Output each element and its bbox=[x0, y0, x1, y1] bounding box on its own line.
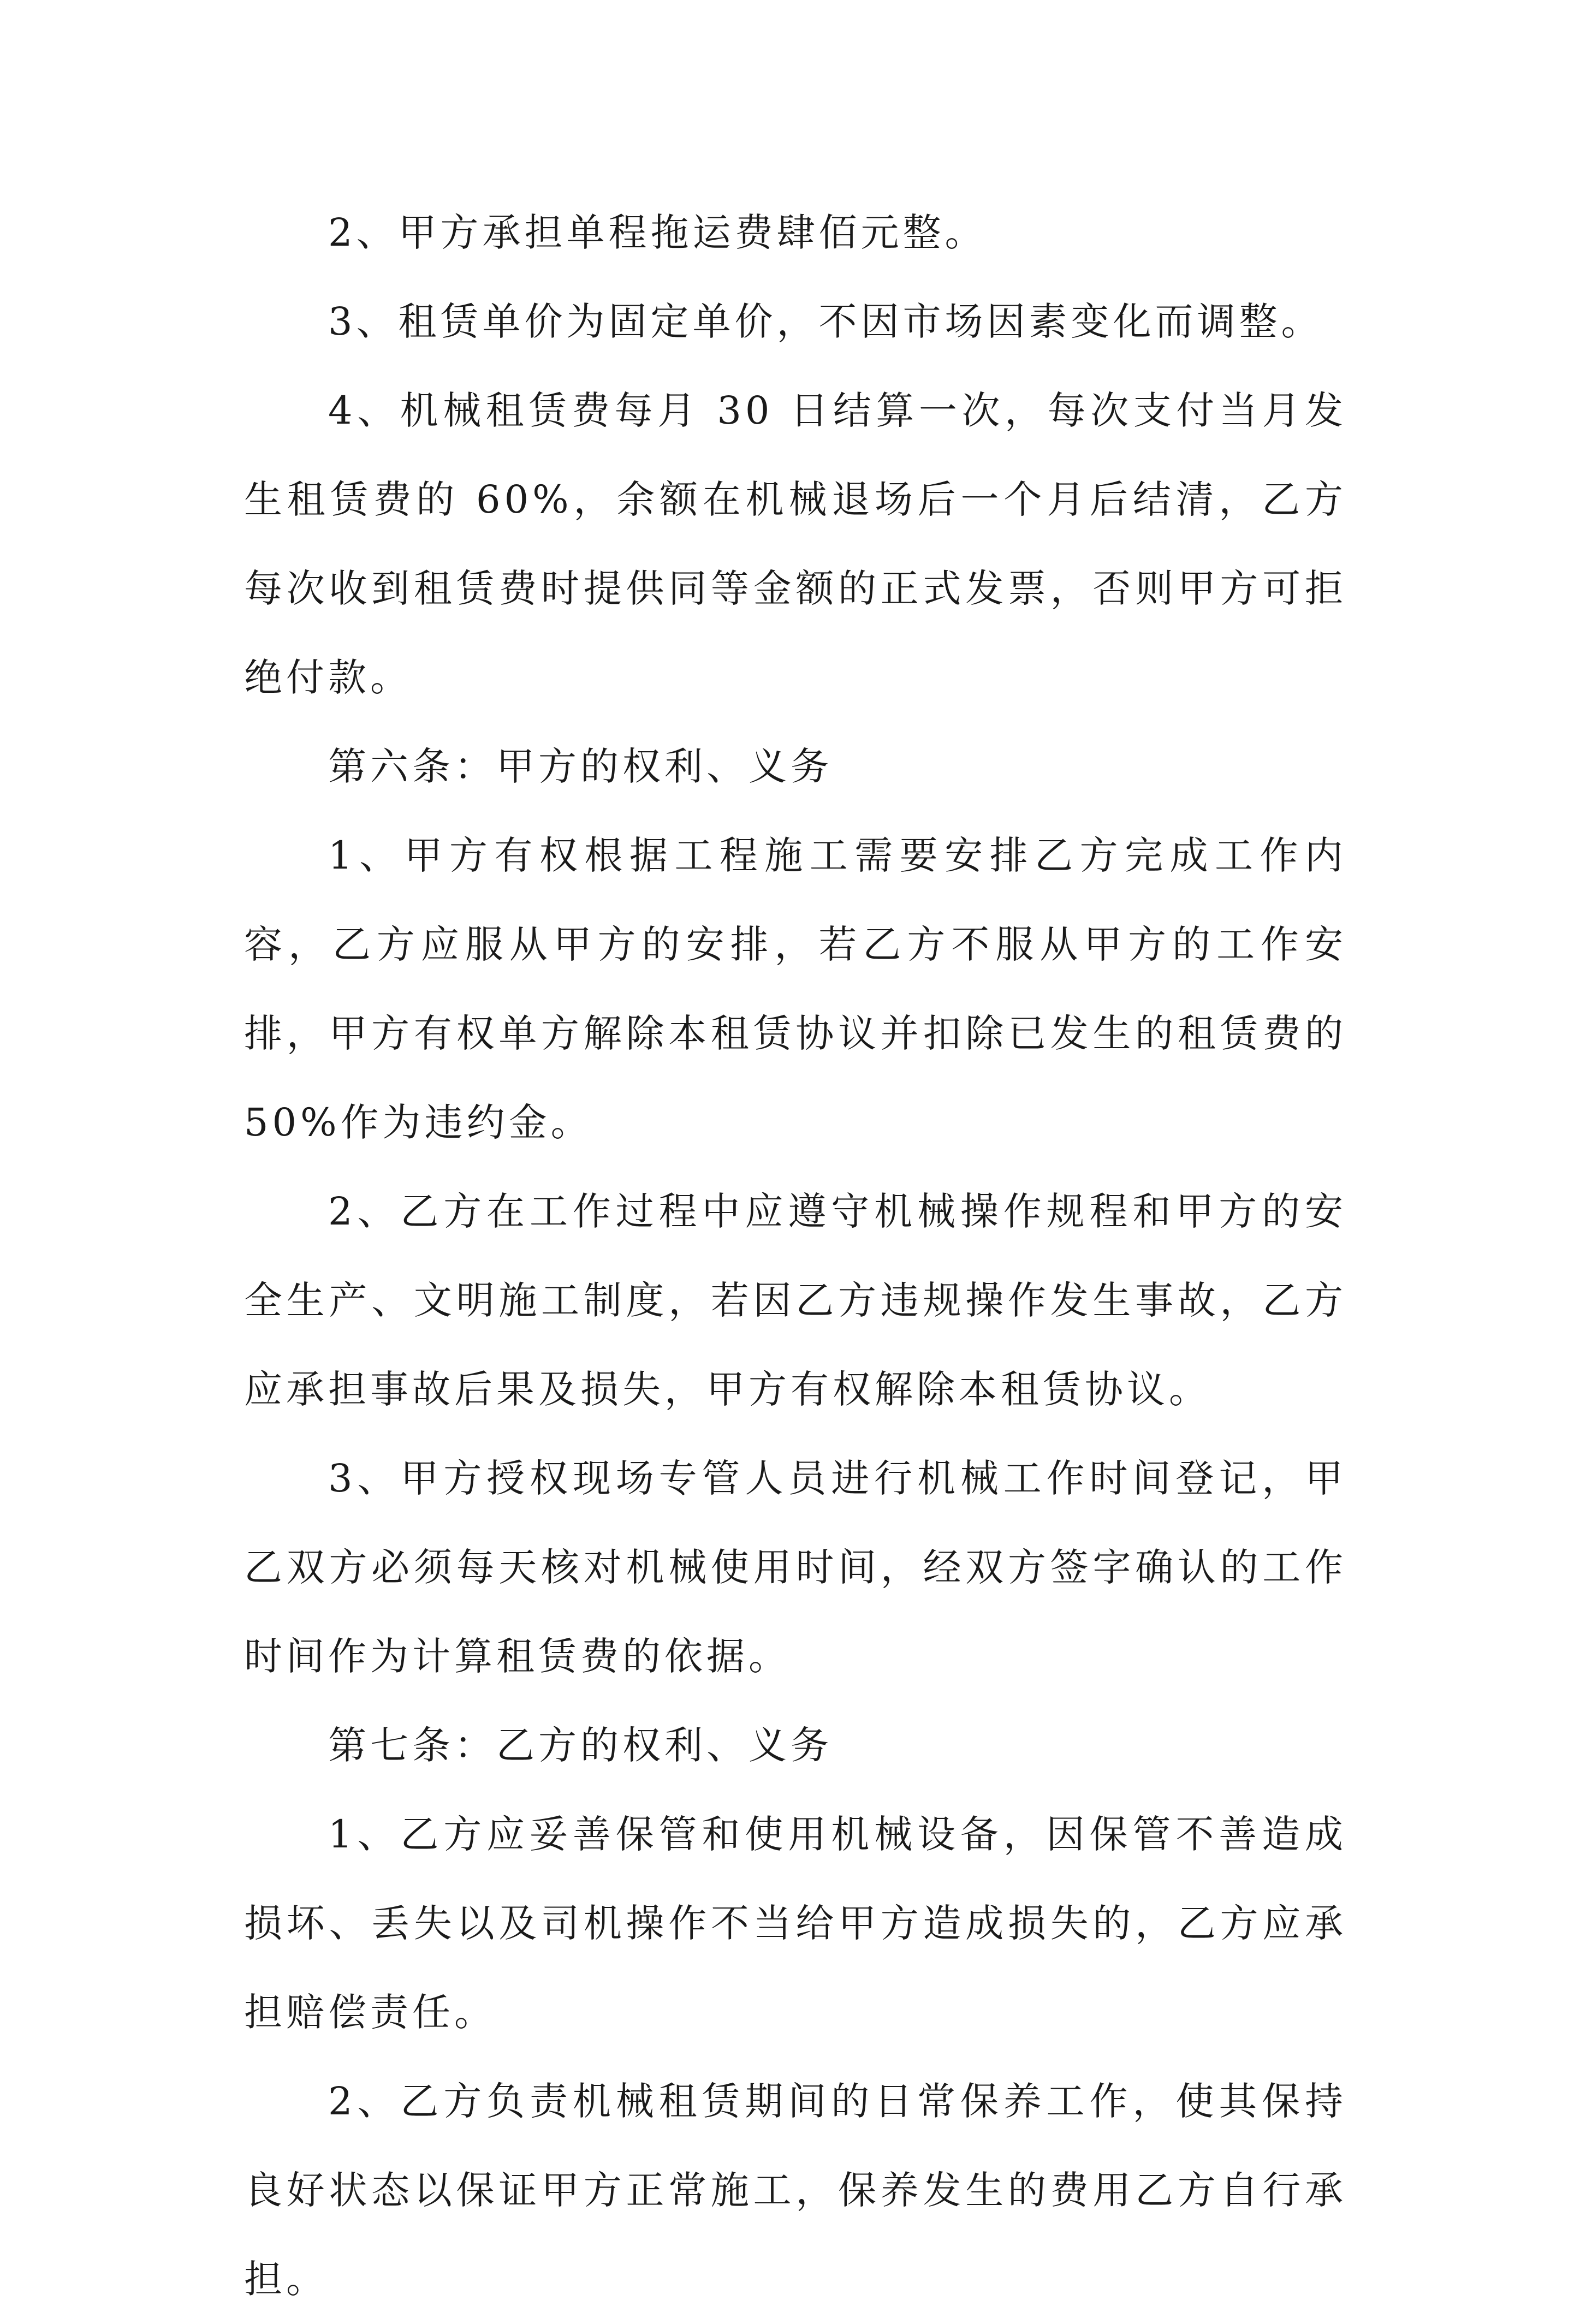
paragraph-article-7-item-2: 2、乙方负责机械租赁期间的日常保养工作，使其保持良好状态以保证甲方正常施工，保养发生的费用乙方自行承担。 bbox=[244, 2079, 1347, 2302]
paragraph-settlement: 4、机械租赁费每月 30 日结算一次，每次支付当月发生租赁费的 60%，余额在机械退场后一个月后结清，乙方每次收到租赁费时提供同等金额的正式发票，否则甲方可拒绝付款。 bbox=[244, 388, 1347, 700]
section-heading-article-7: 第七条：乙方的权利、义务 bbox=[328, 1723, 833, 1768]
section-heading-article-6: 第六条：甲方的权利、义务 bbox=[328, 744, 833, 789]
paragraph-article-7-item-1: 1、乙方应妥善保管和使用机械设备，因保管不善造成损坏、丢失以及司机操作不当给甲方造成损失的，乙方应承担赔偿责任。 bbox=[244, 1812, 1347, 2035]
paragraph-fixed-price: 3、租赁单价为固定单价，不因市场因素变化而调整。 bbox=[328, 299, 1323, 344]
paragraph-fee-towing: 2、甲方承担单程拖运费肆佰元整。 bbox=[328, 210, 987, 255]
paragraph-article-6-item-3: 3、甲方授权现场专管人员进行机械工作时间登记，甲乙双方必须每天核对机械使用时间，经双方签字确认的工作时间作为计算租赁费的依据。 bbox=[244, 1456, 1347, 1679]
paragraph-article-6-item-2: 2、乙方在工作过程中应遵守机械操作规程和甲方的安全生产、文明施工制度，若因乙方违规操作发生事故，乙方应承担事故后果及损失，甲方有权解除本租赁协议。 bbox=[244, 1189, 1347, 1412]
document-body bbox=[244, 188, 1347, 2324]
paragraph-article-6-item-1: 1、甲方有权根据工程施工需要安排乙方完成工作内容，乙方应服从甲方的安排，若乙方不服从甲方的工作安排，甲方有权单方解除本租赁协议并扣除已发生的租赁费的 50%作为违约金。 bbox=[244, 833, 1347, 1145]
